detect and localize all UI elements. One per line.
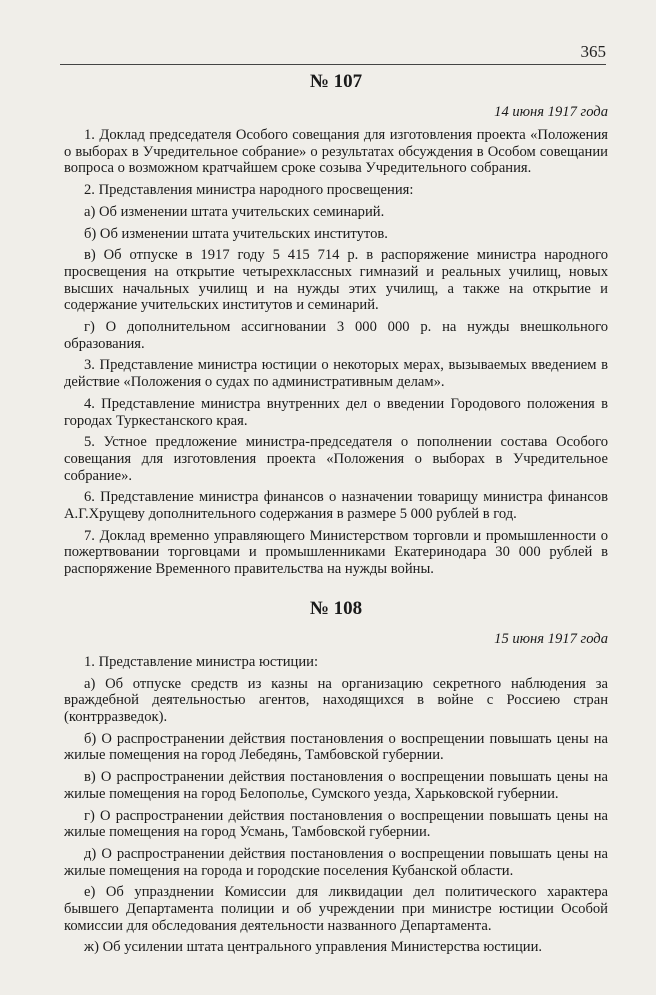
document-date: 15 июня 1917 года <box>494 630 608 647</box>
agenda-subitem: д) О распространении действия постановления о воспрещении повышать цены на жилые помещения на города и городские поселения Кубанской области. <box>64 845 608 879</box>
document-number: № 107 <box>309 71 363 92</box>
agenda-subitem: г) О дополнительном ассигновании 3 000 000 р. на нужды внешкольного образования. <box>64 319 608 352</box>
agenda-item: 1. Доклад председателя Особого совещания для изготовления проекта «Положения о выборах в Учредительное собрание» о результатах обсуждения в Особом совещании вопроса о возможном кратчайшем сроке созыва Учредительного собрания. <box>64 127 608 177</box>
agenda-item: 5. Устное предложение министра-председателя о пополнении состава Особого совещания для изготовления проекта «Положения о выборах в Учредительное собрание». <box>64 434 608 484</box>
document-date: 14 июня 1917 года <box>494 104 608 120</box>
agenda-subitem: ж) Об усилении штата центрального управления Министерства юстиции. <box>84 939 543 956</box>
agenda-subitem: е) Об упразднении Комиссии для ликвидации дел политического характера бывшего Департамента полиции и об учреждении при министре юстиции Особой комиссии для обследования деятельности названного Департамента. <box>64 884 608 934</box>
header-rule <box>60 64 606 65</box>
agenda-item: 2. Представления министра народного просвещения: <box>84 182 414 199</box>
agenda-subitem: а) Об отпуске средств из казны на организацию секретного наблюдения за враждебной деятельностью агентов, находящихся в войне с Россиею стран (контрразведок). <box>64 675 608 725</box>
agenda-subitem: б) О распространении действия постановления о воспрещении повышать цены на жилые помещения на город Лебедянь, Тамбовской губернии. <box>64 730 608 764</box>
agenda-item: 4. Представление министра внутренних дел о введении Городового положения в городах Туркестанского края. <box>64 395 608 429</box>
agenda-item: 1. Представление министра юстиции: <box>84 653 319 670</box>
document-107 <box>64 70 608 578</box>
agenda-subitem: в) О распространении действия постановления о воспрещении повышать цены на жилые помещения на город Белополье, Сумского уезда, Харьковской губернии. <box>64 769 608 802</box>
document-number: № 108 <box>309 597 363 619</box>
page-number: 365 <box>580 42 606 61</box>
agenda-subitem: б) Об изменении штата учительских институтов. <box>84 225 388 242</box>
agenda-subitem: а) Об изменении штата учительских семинарий. <box>84 203 385 220</box>
agenda-item: 7. Доклад временно управляющего Министерством торговли и промышленности о пожертвовании торговцами и промышленниками Екатеринодара 30 000 рублей в распоряжение Временного правительства на нужды войны. <box>64 527 608 578</box>
agenda-item: 6. Представление министра финансов о назначении товарищу министра финансов А.Г.Хрущеву дополнительного содержания в размере 5 000 рублей в год. <box>64 489 608 523</box>
document-108 <box>64 597 608 956</box>
section-gap <box>64 583 608 597</box>
agenda-subitem: в) Об отпуске в 1917 году 5 415 714 р. в распоряжение министра народного просвещения на открытие четырехклассных гимназий и реальных училищ, новых высших начальных училищ и на нужды этих училищ, а также на открытие и содержание учительских институтов и семинарий. <box>64 247 608 314</box>
agenda-subitem: г) О распространении действия постановления о воспрещении повышать цены на жилые помещения на город Усмань, Тамбовской губернии. <box>64 807 608 841</box>
agenda-item: 3. Представление министра юстиции о некоторых мерах, вызываемых введением в действие «Положения о судах по административным делам». <box>64 357 608 391</box>
page-content <box>64 70 608 961</box>
